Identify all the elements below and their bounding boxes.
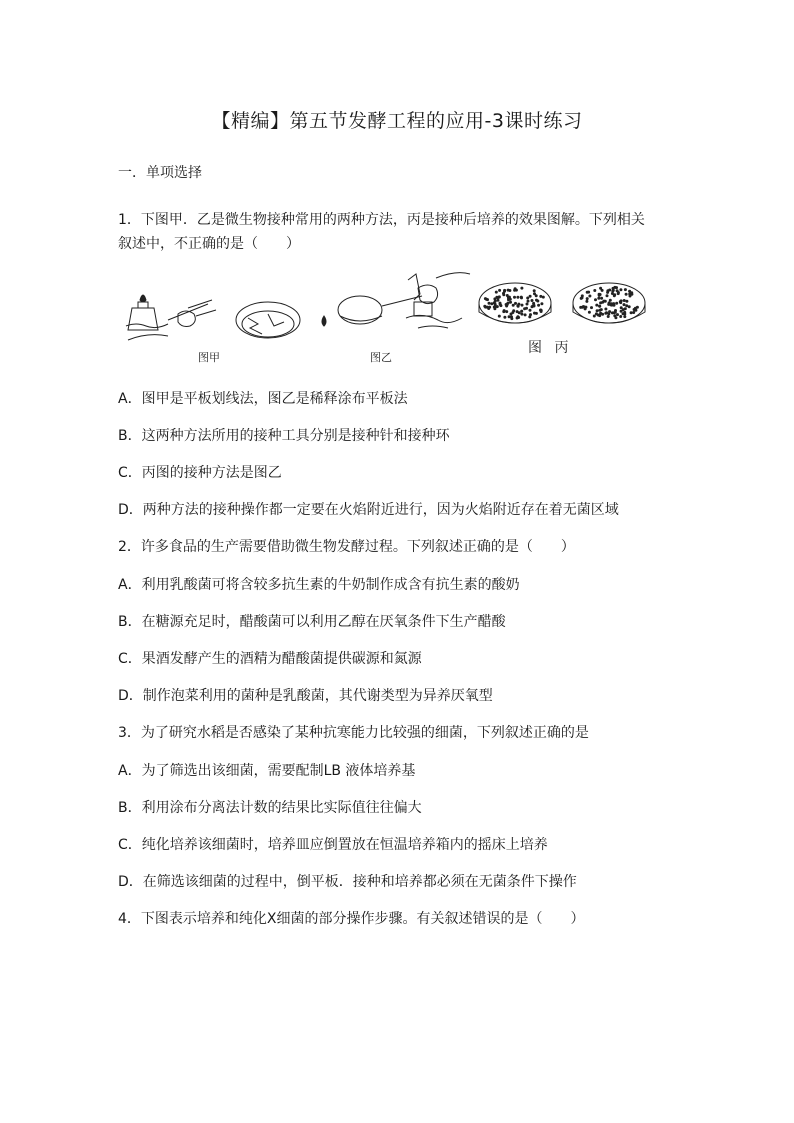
- colony-dot: [506, 303, 509, 306]
- colony-dot: [532, 304, 535, 307]
- colony-dot: [607, 315, 610, 318]
- colony-dot: [629, 295, 632, 298]
- colony-dot: [503, 316, 506, 319]
- colony-dot: [604, 308, 607, 311]
- q4-stem: 4．下图表示培养和纯化X细菌的部分操作步骤。有关叙述错误的是（ ）: [118, 911, 585, 927]
- colony-dot: [540, 302, 543, 305]
- colony-dot: [619, 288, 622, 291]
- colony-dot: [620, 306, 623, 309]
- colony-dot: [616, 289, 619, 292]
- colony-dot: [488, 302, 491, 305]
- q2-option-a: A．利用乳酸菌可将含较多抗生素的牛奶制作成含有抗生素的酸奶: [118, 577, 520, 593]
- page-title: 【精编】第五节发酵工程的应用-3课时练习: [211, 110, 583, 132]
- colony-dot: [611, 311, 614, 314]
- colony-dot: [609, 299, 612, 302]
- figure-yi-caption: 图乙: [370, 351, 392, 364]
- q2-option-c: C．果酒发酵产生的酒精为醋酸菌提供碳源和氮源: [118, 651, 422, 667]
- q2-option-b: B．在糖源充足时，醋酸菌可以利用乙醇在厌氧条件下生产醋酸: [118, 614, 506, 630]
- colony-dot: [510, 317, 513, 320]
- colony-dot: [595, 312, 598, 315]
- colony-dot: [624, 307, 627, 310]
- colony-dot: [529, 295, 532, 298]
- q1-stem-line2: 叙述中，不正确的是（ ）: [118, 236, 300, 252]
- colony-dot: [526, 303, 529, 306]
- colony-dot: [620, 310, 623, 313]
- colony-dot: [516, 296, 519, 299]
- colony-dot: [508, 296, 511, 299]
- colony-dot: [516, 310, 519, 313]
- colony-dot: [619, 315, 622, 318]
- colony-dot: [614, 309, 617, 312]
- colony-dot: [604, 300, 607, 303]
- colony-dot: [623, 315, 626, 318]
- q2-option-d: D．制作泡菜利用的菌种是乳酸菌，其代谢类型为异养厌氧型: [118, 688, 493, 704]
- colony-dot: [596, 309, 599, 312]
- q1-option-d: D．两种方法的接种操作都一定要在火焰附近进行，因为火焰附近存在着无菌区域: [118, 502, 619, 518]
- colony-dot: [521, 304, 524, 307]
- colony-dot: [513, 296, 516, 299]
- colony-dot: [590, 306, 593, 309]
- colony-dot: [533, 289, 536, 292]
- colony-dot: [619, 300, 622, 303]
- colony-dot: [624, 288, 627, 291]
- colony-dot: [483, 305, 486, 308]
- q3-option-c: C．纯化培养该细菌时，培养皿应倒置放在恒温培养箱内的摇床上培养: [118, 837, 548, 853]
- colony-dot: [535, 299, 538, 302]
- colony-dot: [520, 287, 523, 290]
- colony-dot: [539, 295, 542, 298]
- q1-option-c: C．丙图的接种方法是图乙: [118, 465, 282, 481]
- colony-dot: [623, 303, 626, 306]
- figure-jia-caption: 图甲: [198, 351, 220, 364]
- q1-option-b: B．这两种方法所用的接种工具分别是接种针和接种环: [118, 428, 450, 444]
- colony-dot: [593, 289, 596, 292]
- colony-dot: [497, 299, 500, 302]
- colony-dot: [529, 313, 532, 316]
- colony-dot: [634, 309, 637, 312]
- colony-dot: [509, 301, 512, 304]
- colony-dot: [595, 304, 598, 307]
- colony-dot: [613, 293, 616, 296]
- q1-option-a: A．图甲是平板划线法，图乙是稀释涂布平板法: [118, 391, 408, 407]
- colony-dot: [622, 312, 625, 315]
- colony-dot: [581, 296, 584, 299]
- colony-dot: [517, 303, 520, 306]
- figure-bing-caption: 图 丙: [528, 340, 573, 356]
- colony-dot: [531, 299, 534, 302]
- colony-dot: [579, 306, 582, 309]
- colony-dot: [526, 297, 529, 300]
- colony-dot: [599, 301, 602, 304]
- inoculation-illustration: [118, 268, 678, 368]
- colony-dot: [625, 300, 628, 303]
- colony-dot: [498, 315, 501, 318]
- colony-dot: [505, 310, 508, 313]
- colony-dot: [608, 289, 611, 292]
- colony-dot: [607, 312, 610, 315]
- colony-dot: [527, 300, 530, 303]
- colony-dot: [588, 311, 591, 314]
- colony-dot: [586, 291, 589, 294]
- colony-dot: [533, 292, 536, 295]
- colony-dot: [599, 312, 602, 315]
- figure-jia-drawing: [126, 295, 300, 340]
- colony-dot: [636, 306, 639, 309]
- colony-dot: [599, 293, 602, 296]
- q3-option-d: D．在筛选该细菌的过程中，倒平板．接种和培养都必须在无菌条件下操作: [118, 874, 577, 890]
- q3-option-b: B．利用涂布分离法计数的结果比实际值往往偏大: [118, 800, 422, 816]
- q3-option-a: A．为了筛选出该细菌，需要配制LB 液体培养基: [118, 763, 416, 779]
- figure-bing-drawing: [479, 283, 645, 323]
- colony-dot: [503, 289, 506, 292]
- colony-dot: [499, 303, 502, 306]
- colony-dot: [511, 311, 514, 314]
- q1-figure: [118, 268, 678, 368]
- colony-dot: [502, 293, 505, 296]
- colony-dot: [610, 302, 613, 305]
- colony-dot: [616, 313, 619, 316]
- colony-dot: [529, 309, 532, 312]
- colony-dot: [625, 293, 628, 296]
- q1-stem-line1: 1．下图甲．乙是微生物接种常用的两种方法，丙是接种后培养的效果图解。下列相关: [118, 212, 645, 228]
- colony-dot: [600, 308, 603, 311]
- colony-dot: [516, 315, 519, 318]
- colony-dot: [601, 289, 604, 292]
- section-heading: 一．单项选择: [118, 165, 202, 181]
- colony-dot: [606, 294, 609, 297]
- colony-dot: [508, 289, 511, 292]
- colony-dot: [493, 301, 496, 304]
- colony-dot: [498, 296, 501, 299]
- colony-dot: [632, 311, 635, 314]
- colony-dot: [539, 309, 542, 312]
- colony-dot: [613, 304, 616, 307]
- colony-dot: [613, 314, 616, 317]
- figure-yi-drawing: [322, 273, 470, 328]
- colony-dot: [600, 297, 603, 300]
- colony-dot: [585, 300, 588, 303]
- colony-dot: [598, 305, 601, 308]
- colony-dot: [498, 289, 501, 292]
- colony-dot: [520, 296, 523, 299]
- colony-dot: [496, 305, 499, 308]
- colony-dot: [628, 305, 631, 308]
- colony-dot: [630, 311, 633, 314]
- colony-dot: [597, 297, 600, 300]
- q2-stem: 2．许多食品的生产需要借助微生物发酵过程。下列叙述正确的是（ ）: [118, 539, 575, 555]
- colony-dot: [512, 304, 515, 307]
- colony-dot: [612, 289, 615, 292]
- colony-dot: [537, 304, 540, 307]
- colony-dot: [623, 299, 626, 302]
- colony-dot: [524, 313, 527, 316]
- colony-dot: [594, 298, 597, 301]
- colony-dot: [523, 307, 526, 310]
- colony-dot: [514, 287, 517, 290]
- colony-dot: [484, 297, 487, 300]
- colony-dot: [588, 295, 591, 298]
- colony-dot: [520, 313, 523, 316]
- colony-dot: [613, 286, 616, 289]
- colony-dot: [535, 312, 538, 315]
- q3-stem: 3．为了研究水稻是否感染了某种抗寒能力比较强的细菌，下列叙述正确的是: [118, 725, 589, 741]
- colony-dot: [495, 291, 498, 294]
- colony-dot: [615, 302, 618, 305]
- colony-dot: [488, 306, 491, 309]
- colony-dot: [520, 310, 523, 313]
- colony-dot: [586, 297, 589, 300]
- colony-dot: [502, 310, 505, 313]
